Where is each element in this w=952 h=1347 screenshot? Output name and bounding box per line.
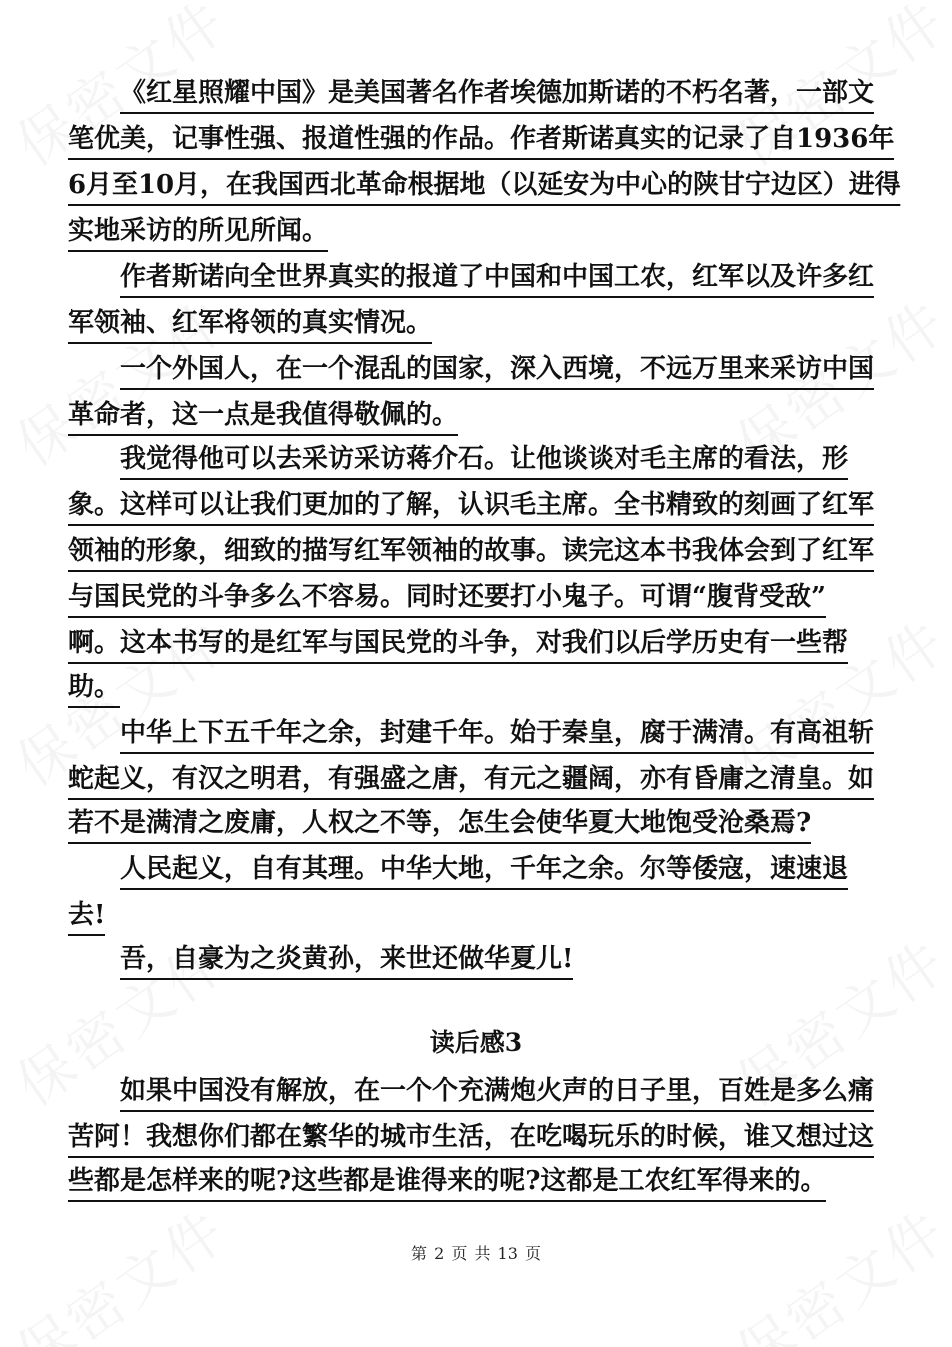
text-line: 吾，自豪为之炎黄孙，来世还做华夏儿! [120, 942, 573, 980]
text-line: 啊。这本书写的是红军与国民党的斗争，对我们以后学历史有一些帮 [68, 626, 848, 664]
text-line: 中华上下五千年之余，封建千年。始于秦皇，腐于满清。有高祖斩 [120, 716, 874, 754]
text-line: 我觉得他可以去采访采访蒋介石。让他谈谈对毛主席的看法，形 [120, 442, 848, 480]
text-line: 若不是满清之废庸，人权之不等，怎生会使华夏大地饱受沧桑焉? [68, 806, 811, 844]
section-heading: 读后感3 [429, 1028, 523, 1057]
text-line: 象。这样可以让我们更加的了解，认识毛主席。全书精致的刻画了红军 [68, 488, 874, 526]
text-line: 领袖的形象，细致的描写红军领袖的故事。读完这本书我体会到了红军 [68, 534, 874, 572]
text-line: 如果中国没有解放，在一个个充满炮火声的日子里，百姓是多么痛 [120, 1074, 874, 1112]
text-line: 笔优美，记事性强、报道性强的作品。作者斯诺真实的记录了自1936年 [68, 122, 894, 160]
text-line: 苦阿！我想你们都在繁华的城市生活，在吃喝玩乐的时候，谁又想过这 [68, 1120, 874, 1158]
text-line: 去! [68, 898, 105, 936]
text-line: 军领袖、红军将领的真实情况。 [68, 306, 432, 344]
text-line: 革命者，这一点是我值得敬佩的。 [68, 398, 458, 436]
text-line: 与国民党的斗争多么不容易。同时还要打小鬼子。可谓“腹背受敌” [68, 580, 826, 618]
text-line: 实地采访的所见所闻。 [68, 214, 328, 252]
text-line: 些都是怎样来的呢?这些都是谁得来的呢?这都是工农红军得来的。 [68, 1164, 826, 1202]
text-line: 人民起义，自有其理。中华大地，千年之余。尔等倭寇，速速退 [120, 852, 848, 890]
text-line: 作者斯诺向全世界真实的报道了中国和中国工农，红军以及许多红 [120, 260, 874, 298]
text-line: 助。 [68, 670, 120, 708]
text-line: 《红星照耀中国》是美国著名作者埃德加斯诺的不朽名著，一部文 [120, 76, 874, 114]
page-number: 第 2 页 共 13 页 [411, 1244, 541, 1263]
text-line: 一个外国人，在一个混乱的国家，深入西境，不远万里来采访中国 [120, 352, 874, 390]
text-line: 蛇起义，有汉之明君，有强盛之唐，有元之疆阔，亦有昏庸之清皇。如 [68, 762, 874, 800]
text-line: 6月至10月，在我国西北革命根据地（以延安为中心的陕甘宁边区）进得 [68, 168, 901, 206]
